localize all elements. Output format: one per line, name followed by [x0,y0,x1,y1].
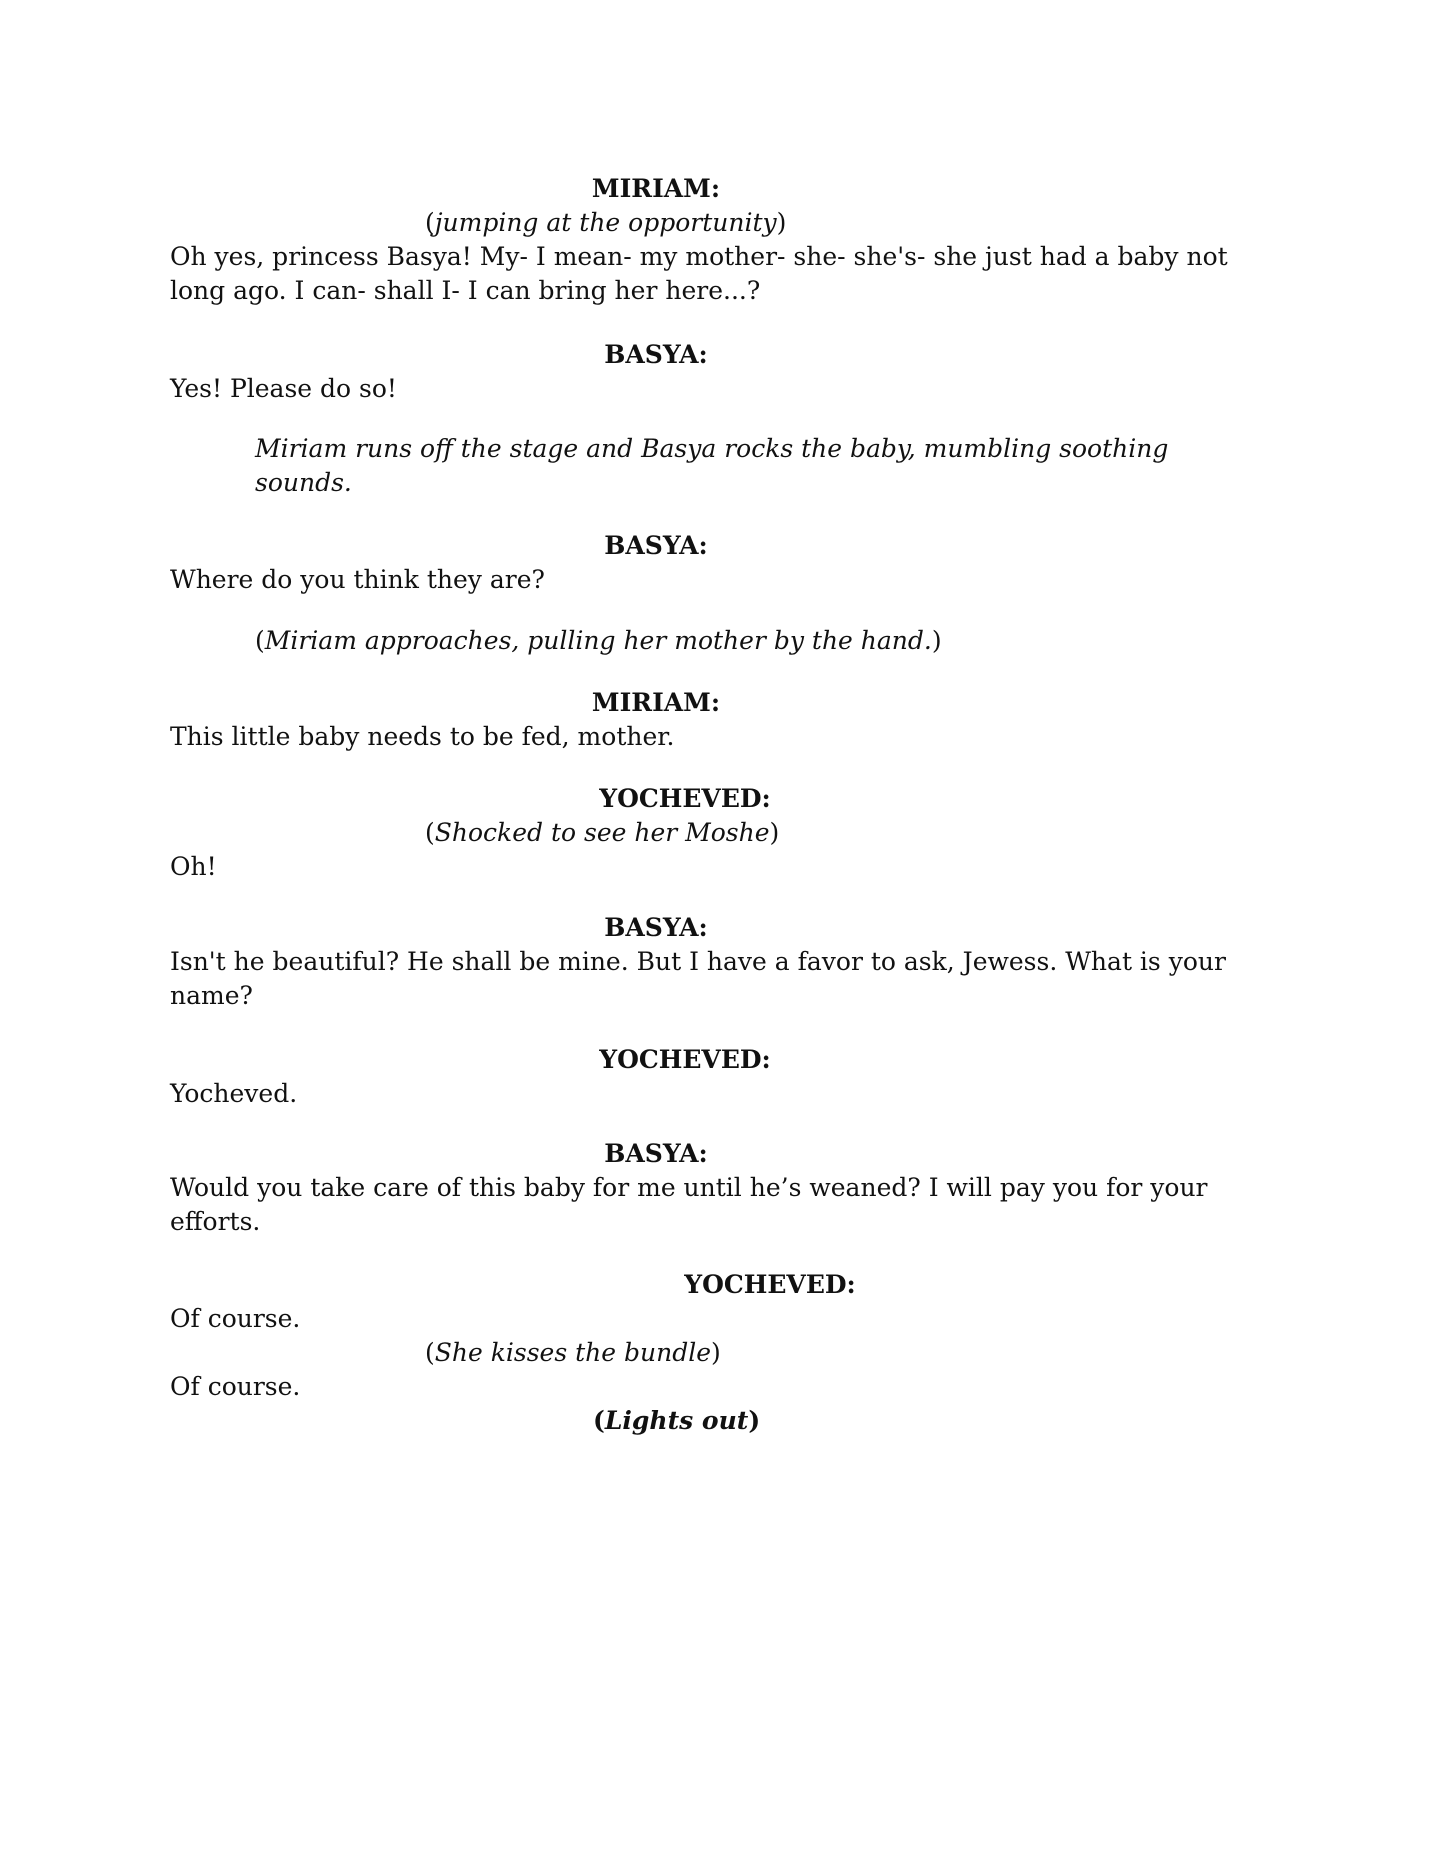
parenthetical-jumping: (jumping at the opportunity) [425,208,787,237]
speaker-yocheved: YOCHEVED: [599,784,771,813]
speaker-miriam: MIRIAM: [591,688,721,717]
speaker-basya: BASYA: [604,1139,708,1168]
speaker-yocheved: YOCHEVED: [599,1045,771,1074]
dialogue-basya-1: Yes! Please do so! [170,374,397,403]
speaker-yocheved: YOCHEVED: [684,1270,856,1299]
dialogue-miriam-2: This little baby needs to be fed, mother. [170,722,675,751]
speaker-basya: BASYA: [604,340,708,369]
dialogue-yocheved-4: Of course. [170,1372,301,1401]
parenthetical-kisses: (She kisses the bundle) [425,1338,721,1367]
stage-direction-miriam-runs: Miriam runs off the stage and Basya rocks the baby, mumbling soothing sounds. [255,434,1169,497]
dialogue-basya-4: Would you take care of this baby for me until he’s weaned? I will pay you for your efforts. [170,1173,1208,1236]
parenthetical-shocked: (Shocked to see her Moshe) [425,818,780,847]
dialogue-yocheved-3: Of course. [170,1304,301,1333]
closing-direction: (Lights out) [593,1406,761,1435]
stage-direction-miriam-approaches: (Miriam approaches, pulling her mother by the hand.) [255,626,942,655]
speaker-miriam: MIRIAM: [591,174,721,203]
speaker-basya: BASYA: [604,913,708,942]
dialogue-basya-3: Isn't he beautiful? He shall be mine. But I have a favor to ask, Jewess. What is your name? [170,947,1226,1010]
dialogue-miriam-1: Oh yes, princess Basya! My- I mean- my mother- she- she's- she just had a baby not long ago. I can- shall I- I can bring her here...? [170,242,1228,305]
dialogue-yocheved-2: Yocheved. [170,1079,298,1108]
dialogue-basya-2: Where do you think they are? [170,565,545,594]
speaker-basya: BASYA: [604,531,708,560]
dialogue-yocheved-1: Oh! [170,852,217,881]
